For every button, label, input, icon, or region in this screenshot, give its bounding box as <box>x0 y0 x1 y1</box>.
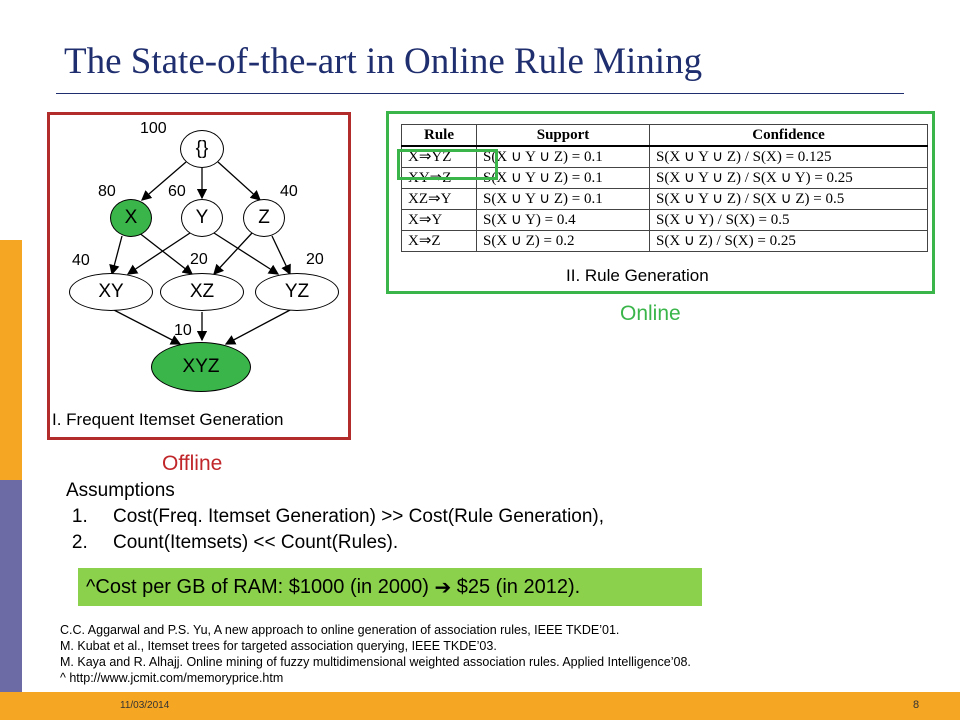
count-root: 100 <box>140 120 167 137</box>
rule-cell: XY⇒Z <box>402 168 477 189</box>
rule-table <box>401 124 928 252</box>
offline-caption: I. Frequent Itemset Generation <box>52 410 284 429</box>
node-xy: XY <box>69 273 153 311</box>
node-x: X <box>110 199 152 237</box>
rule-cell: X⇒Z <box>402 231 477 252</box>
support-cell: S(X ∪ Y) = 0.4 <box>477 210 650 231</box>
confidence-cell: S(X ∪ Y ∪ Z) / S(X) = 0.125 <box>650 146 928 168</box>
slide-title: The State-of-the-art in Online Rule Mining <box>64 41 703 82</box>
reference-link[interactable]: ^ http://www.jcmit.com/memoryprice.htm <box>60 671 284 685</box>
footer <box>0 692 960 720</box>
assumptions-block <box>66 478 604 556</box>
count-xz: 20 <box>190 251 208 268</box>
support-cell: S(X ∪ Y ∪ Z) = 0.1 <box>477 168 650 189</box>
right-arrow-icon: ➔ <box>434 575 452 599</box>
reference-item: M. Kubat et al., Itemset trees for targeted association querying, IEEE TKDE’03. <box>60 639 497 653</box>
rule-cell: XZ⇒Y <box>402 189 477 210</box>
edge-yz-xyz <box>226 309 292 344</box>
count-xy: 40 <box>72 252 90 269</box>
reference-item: C.C. Aggarwal and P.S. Yu, A new approach to online generation of association rules, IEEE TKDE’01. <box>60 623 620 637</box>
list-item: 1. Cost(Freq. Itemset Generation) >> Cost(Rule Generation), <box>93 504 604 530</box>
node-xz: XZ <box>160 273 244 311</box>
node-z: Z <box>243 199 285 237</box>
edge-x-xz <box>138 232 192 274</box>
header-confidence: Confidence <box>650 125 928 147</box>
cost-note-before: ^Cost per GB of RAM: $1000 (in 2000) <box>86 575 435 598</box>
confidence-cell: S(X ∪ Y) / S(X) = 0.5 <box>650 210 928 231</box>
table-row <box>402 210 928 231</box>
online-caption: II. Rule Generation <box>566 266 709 285</box>
assumptions-heading: Assumptions <box>66 480 175 501</box>
reference-item: M. Kaya and R. Alhajj. Online mining of fuzzy multidimensional weighted association rules. Applied Intelligence’08. <box>60 655 691 669</box>
count-yz: 20 <box>306 251 324 268</box>
footer-segment <box>624 692 960 720</box>
edge-z-yz <box>272 236 290 274</box>
count-z: 40 <box>280 183 298 200</box>
table-row <box>402 189 928 210</box>
count-y: 60 <box>168 183 186 200</box>
confidence-cell: S(X ∪ Y ∪ Z) / S(X ∪ Y) = 0.25 <box>650 168 928 189</box>
count-xyz: 10 <box>174 322 192 339</box>
support-cell: S(X ∪ Y ∪ Z) = 0.1 <box>477 189 650 210</box>
references <box>60 622 691 686</box>
footer-segment <box>312 692 624 720</box>
page-number: 8 <box>913 699 920 711</box>
node-root: {} <box>180 130 224 168</box>
edge-x-xy <box>112 236 122 274</box>
assumptions-list <box>66 504 604 556</box>
edge-y-xy <box>128 233 190 274</box>
node-xyz: XYZ <box>151 342 251 392</box>
node-y: Y <box>181 199 223 237</box>
rule-cell: X⇒Y <box>402 210 477 231</box>
edge-xy-xyz <box>112 309 180 344</box>
offline-label: Offline <box>162 452 223 475</box>
confidence-cell: S(X ∪ Y ∪ Z) / S(X ∪ Z) = 0.5 <box>650 189 928 210</box>
confidence-cell: S(X ∪ Z) / S(X) = 0.25 <box>650 231 928 252</box>
node-yz: YZ <box>255 273 339 311</box>
edge-root-z <box>218 162 260 200</box>
footer-date: 11/03/2014 <box>120 700 170 711</box>
highlight-rule-box <box>397 149 498 180</box>
rule-table-header <box>402 125 928 147</box>
list-item: 2. Count(Itemsets) << Count(Rules). <box>93 530 604 556</box>
online-label: Online <box>620 302 681 325</box>
count-x: 80 <box>98 183 116 200</box>
support-cell: S(X ∪ Z) = 0.2 <box>477 231 650 252</box>
cost-note-after: $25 (in 2012). <box>451 575 581 598</box>
cost-note <box>78 568 702 606</box>
online-panel <box>386 111 935 294</box>
table-row <box>402 231 928 252</box>
header-rule: Rule <box>402 125 477 147</box>
rule-cell: X⇒YZ <box>402 146 477 168</box>
header-support: Support <box>477 125 650 147</box>
support-cell: S(X ∪ Y ∪ Z) = 0.1 <box>477 146 650 168</box>
